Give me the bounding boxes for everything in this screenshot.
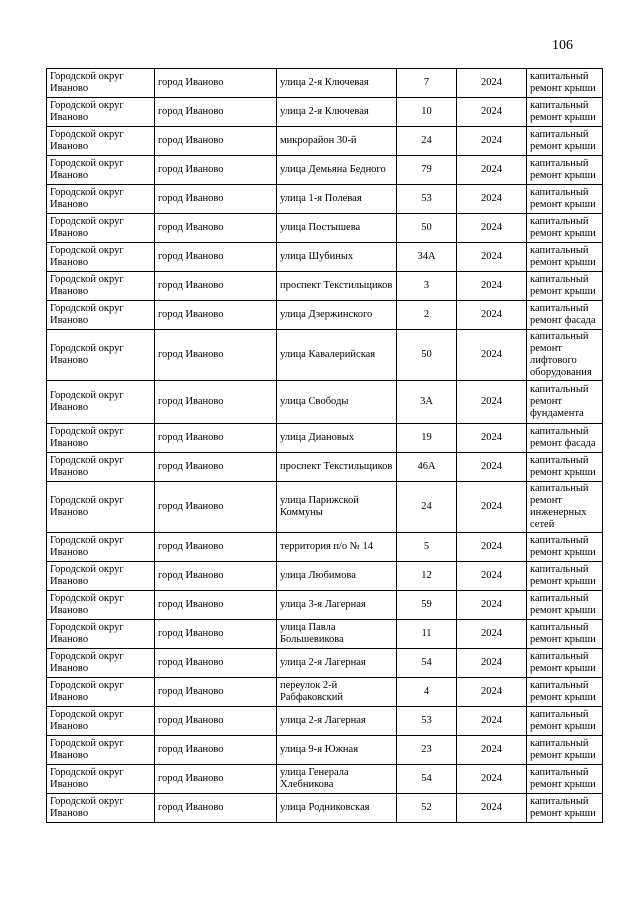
cell-house-number: 19 [397,424,457,453]
cell-work-type: капитальный ремонт крыши [527,562,603,591]
cell-year: 2024 [457,794,527,823]
cell-city: город Иваново [155,533,277,562]
cell-street: улица Кавалерийская [277,330,397,381]
cell-street: проспект Текстильщиков [277,453,397,482]
table-body [47,69,603,823]
cell-city: город Иваново [155,736,277,765]
cell-street: улица 2-я Ключевая [277,98,397,127]
cell-work-type: капитальный ремонт крыши [527,127,603,156]
cell-district: Городской округ Иваново [47,243,155,272]
cell-district: Городской округ Иваново [47,736,155,765]
cell-district: Городской округ Иваново [47,185,155,214]
cell-house-number: 10 [397,98,457,127]
cell-work-type: капитальный ремонт крыши [527,620,603,649]
cell-city: город Иваново [155,272,277,301]
cell-district: Городской округ Иваново [47,381,155,424]
cell-house-number: 5 [397,533,457,562]
cell-city: город Иваново [155,424,277,453]
cell-city: город Иваново [155,156,277,185]
cell-district: Городской округ Иваново [47,765,155,794]
cell-street: улица Павла Большевикова [277,620,397,649]
cell-street: микрорайон 30-й [277,127,397,156]
cell-work-type: капитальный ремонт крыши [527,69,603,98]
cell-work-type: капитальный ремонт крыши [527,156,603,185]
cell-house-number: 46А [397,453,457,482]
cell-house-number: 50 [397,214,457,243]
repair-schedule-table [46,68,603,823]
cell-district: Городской округ Иваново [47,301,155,330]
cell-street: улица 2-я Лагерная [277,649,397,678]
cell-district: Городской округ Иваново [47,562,155,591]
cell-city: город Иваново [155,185,277,214]
cell-district: Городской округ Иваново [47,98,155,127]
table-row [47,591,603,620]
cell-year: 2024 [457,381,527,424]
cell-year: 2024 [457,330,527,381]
cell-city: город Иваново [155,69,277,98]
cell-work-type: капитальный ремонт крыши [527,214,603,243]
table-row [47,243,603,272]
cell-city: город Иваново [155,330,277,381]
cell-house-number: 2 [397,301,457,330]
cell-work-type: капитальный ремонт фасада [527,301,603,330]
cell-street: улица Шубиных [277,243,397,272]
cell-street: улица Постышева [277,214,397,243]
table-row [47,562,603,591]
table-row [47,765,603,794]
cell-year: 2024 [457,562,527,591]
cell-work-type: капитальный ремонт крыши [527,98,603,127]
cell-city: город Иваново [155,707,277,736]
table-row [47,272,603,301]
cell-district: Городской округ Иваново [47,482,155,533]
cell-street: улица Генерала Хлебникова [277,765,397,794]
cell-year: 2024 [457,765,527,794]
cell-city: город Иваново [155,620,277,649]
table-row [47,301,603,330]
table-row [47,678,603,707]
cell-city: город Иваново [155,381,277,424]
table-row [47,482,603,533]
table-row [47,453,603,482]
cell-district: Городской округ Иваново [47,533,155,562]
cell-house-number: 11 [397,620,457,649]
cell-street: улица 2-я Лагерная [277,707,397,736]
cell-year: 2024 [457,591,527,620]
cell-house-number: 59 [397,591,457,620]
cell-work-type: капитальный ремонт крыши [527,678,603,707]
cell-district: Городской округ Иваново [47,620,155,649]
cell-district: Городской округ Иваново [47,591,155,620]
cell-house-number: 34А [397,243,457,272]
cell-work-type: капитальный ремонт лифтового оборудования [527,330,603,381]
cell-year: 2024 [457,482,527,533]
cell-year: 2024 [457,69,527,98]
table-row [47,381,603,424]
cell-year: 2024 [457,301,527,330]
table-row [47,214,603,243]
cell-district: Городской округ Иваново [47,127,155,156]
cell-district: Городской округ Иваново [47,69,155,98]
cell-year: 2024 [457,214,527,243]
cell-year: 2024 [457,156,527,185]
table-row [47,127,603,156]
cell-district: Городской округ Иваново [47,330,155,381]
table-row [47,424,603,453]
table-row [47,736,603,765]
cell-city: город Иваново [155,678,277,707]
cell-city: город Иваново [155,301,277,330]
cell-house-number: 7 [397,69,457,98]
cell-street: проспект Текстильщиков [277,272,397,301]
cell-work-type: капитальный ремонт фасада [527,424,603,453]
cell-city: город Иваново [155,482,277,533]
cell-district: Городской округ Иваново [47,707,155,736]
cell-house-number: 24 [397,127,457,156]
cell-street: улица Родниковская [277,794,397,823]
cell-city: город Иваново [155,562,277,591]
cell-street: улица Свободы [277,381,397,424]
cell-house-number: 4 [397,678,457,707]
cell-street: улица Парижской Коммуны [277,482,397,533]
cell-city: город Иваново [155,794,277,823]
cell-city: город Иваново [155,127,277,156]
cell-work-type: капитальный ремонт крыши [527,243,603,272]
cell-district: Городской округ Иваново [47,649,155,678]
cell-year: 2024 [457,272,527,301]
table-row [47,649,603,678]
cell-work-type: капитальный ремонт крыши [527,453,603,482]
table-row [47,185,603,214]
cell-city: город Иваново [155,243,277,272]
cell-work-type: капитальный ремонт крыши [527,591,603,620]
cell-work-type: капитальный ремонт крыши [527,707,603,736]
cell-work-type: капитальный ремонт крыши [527,736,603,765]
table-row [47,69,603,98]
cell-year: 2024 [457,98,527,127]
cell-district: Городской округ Иваново [47,214,155,243]
cell-year: 2024 [457,424,527,453]
cell-year: 2024 [457,533,527,562]
table-row [47,98,603,127]
cell-year: 2024 [457,649,527,678]
cell-street: улица Диановых [277,424,397,453]
page-number: 106 [552,38,573,53]
cell-house-number: 54 [397,649,457,678]
cell-district: Городской округ Иваново [47,453,155,482]
cell-year: 2024 [457,620,527,649]
cell-work-type: капитальный ремонт крыши [527,533,603,562]
cell-work-type: капитальный ремонт крыши [527,272,603,301]
cell-district: Городской округ Иваново [47,794,155,823]
cell-city: город Иваново [155,98,277,127]
table-row [47,156,603,185]
cell-district: Городской округ Иваново [47,424,155,453]
table-row [47,620,603,649]
cell-year: 2024 [457,453,527,482]
cell-house-number: 52 [397,794,457,823]
cell-street: улица 9-я Южная [277,736,397,765]
cell-year: 2024 [457,243,527,272]
cell-street: улица Демьяна Бедного [277,156,397,185]
cell-house-number: 50 [397,330,457,381]
cell-work-type: капитальный ремонт инженерных сетей [527,482,603,533]
cell-work-type: капитальный ремонт крыши [527,649,603,678]
cell-house-number: 12 [397,562,457,591]
cell-house-number: 53 [397,185,457,214]
cell-house-number: 54 [397,765,457,794]
table-row [47,707,603,736]
cell-city: город Иваново [155,214,277,243]
cell-year: 2024 [457,707,527,736]
table-row [47,330,603,381]
cell-district: Городской округ Иваново [47,156,155,185]
table-row [47,794,603,823]
cell-street: улица 3-я Лагерная [277,591,397,620]
table-row [47,533,603,562]
cell-district: Городской округ Иваново [47,678,155,707]
cell-work-type: капитальный ремонт крыши [527,765,603,794]
cell-year: 2024 [457,736,527,765]
cell-city: город Иваново [155,765,277,794]
cell-house-number: 79 [397,156,457,185]
cell-house-number: 23 [397,736,457,765]
cell-city: город Иваново [155,453,277,482]
cell-work-type: капитальный ремонт крыши [527,794,603,823]
cell-district: Городской округ Иваново [47,272,155,301]
cell-work-type: капитальный ремонт фундамента [527,381,603,424]
cell-city: город Иваново [155,591,277,620]
cell-street: улица 2-я Ключевая [277,69,397,98]
cell-street: улица Любимова [277,562,397,591]
cell-street: переулок 2-й Рабфаковский [277,678,397,707]
cell-house-number: 3А [397,381,457,424]
cell-year: 2024 [457,127,527,156]
cell-year: 2024 [457,678,527,707]
cell-house-number: 24 [397,482,457,533]
cell-house-number: 3 [397,272,457,301]
cell-street: улица Дзержинского [277,301,397,330]
cell-work-type: капитальный ремонт крыши [527,185,603,214]
cell-house-number: 53 [397,707,457,736]
cell-city: город Иваново [155,649,277,678]
cell-year: 2024 [457,185,527,214]
cell-street: территория п/о № 14 [277,533,397,562]
cell-street: улица 1-я Полевая [277,185,397,214]
